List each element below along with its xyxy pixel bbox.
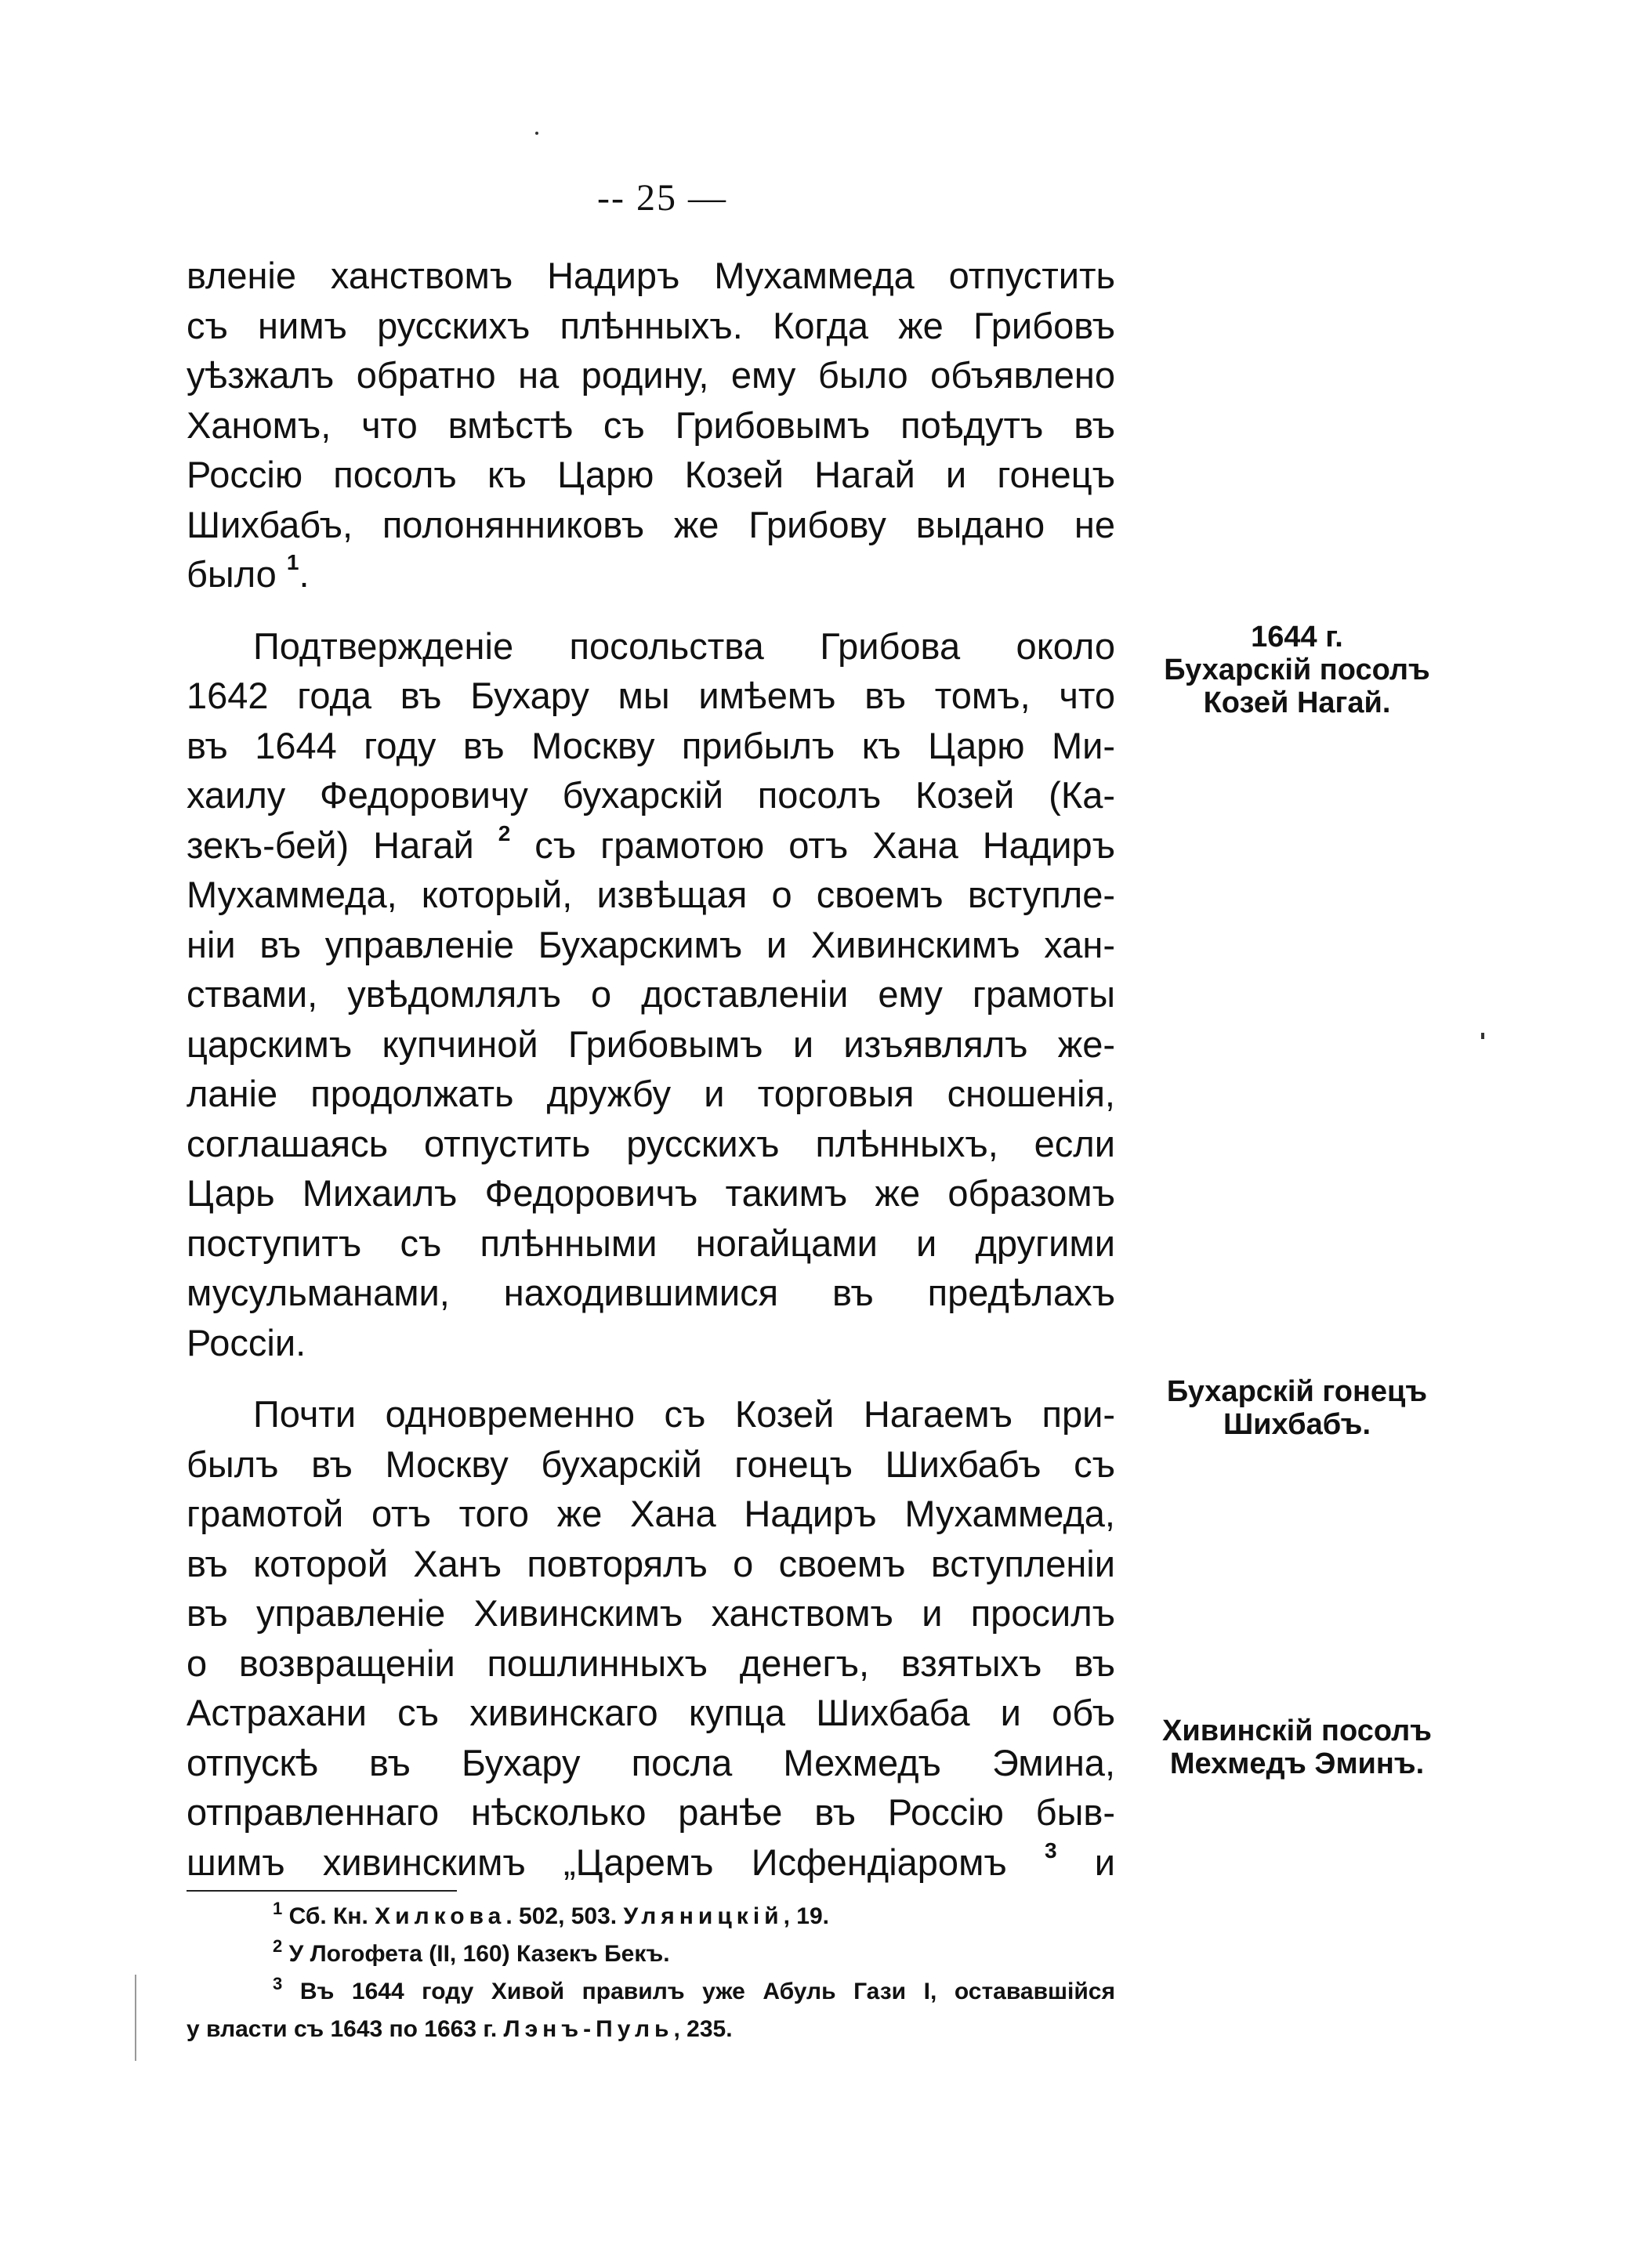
text-fragment: у власти съ 1643 по 1663 г. xyxy=(187,2016,504,2042)
author-name: Хилкова xyxy=(375,1903,506,1929)
text-line: 1642 года въ Бухару мы имѣемъ въ томъ, что xyxy=(187,675,1115,716)
text-line: въ которой Ханъ повторялъ о своемъ вступленіи xyxy=(187,1542,1115,1584)
text-fragment: , 235. xyxy=(673,2016,733,2042)
text-fragment: было xyxy=(187,553,277,595)
text-line: Ханомъ, что вмѣстѣ съ Грибовымъ поѣдутъ въ xyxy=(187,404,1115,446)
margin-note-1644-ambassador xyxy=(1132,621,1462,719)
paragraph-2 xyxy=(187,621,1115,1368)
text-line: ствами, увѣдомлялъ о доставленіи ему грамоты xyxy=(187,973,1115,1015)
margin-note-envoy xyxy=(1132,1375,1462,1441)
text-line: о возвращеніи пошлинныхъ денегъ, взятыхъ въ xyxy=(187,1642,1115,1684)
text-fragment: У Логофета (II, 160) Казекъ Бекъ. xyxy=(282,1941,670,1967)
text-line: вленіе ханствомъ Надиръ Мухаммеда отпустить xyxy=(187,255,1115,296)
margin-note-line: Шихбабъ. xyxy=(1223,1408,1371,1441)
text-line: въ 1644 году въ Москву прибылъ къ Царю Ми- xyxy=(187,724,1115,766)
text-line: поступитъ съ плѣнными ногайцами и другими xyxy=(187,1222,1115,1264)
text-line: Шихбабъ, полонянниковъ же Грибову выдано не xyxy=(187,503,1115,545)
text-line: въ управленіе Хивинскимъ ханствомъ и просилъ xyxy=(187,1592,1115,1634)
margin-note-line: Хивинскій посолъ xyxy=(1162,1714,1432,1747)
footnotes xyxy=(187,1898,1115,2048)
text-fragment: Въ 1644 году Хивой правилъ уже Абуль Гази I, остававшійся xyxy=(299,1979,1115,2004)
text-line: былъ въ Москву бухарскій гонецъ Шихбабъ съ xyxy=(187,1443,1115,1485)
text-line xyxy=(187,549,1115,599)
footnote-mark: 3 xyxy=(273,1974,283,1993)
text-line: ніи въ управленіе Бухарскимъ и Хивинскимъ хан- xyxy=(187,923,1115,965)
text-fragment: съ грамотою отъ Хана Надиръ xyxy=(510,824,1116,866)
footnote-2 xyxy=(187,1935,1115,1973)
margin-note-line: Козей Нагай. xyxy=(1203,686,1391,719)
text-line: уѣзжалъ обратно на родину, ему было объявлено xyxy=(187,354,1115,396)
text-line xyxy=(187,820,1115,871)
text-fragment: , 19. xyxy=(783,1903,829,1929)
author-name: Лэнъ-Пуль xyxy=(503,2016,674,2042)
text-line: царскимъ купчиной Грибовымъ и изъявлялъ же- xyxy=(187,1023,1115,1065)
footnote-mark: 1 xyxy=(273,1899,283,1918)
margin-note-line: Бухарскій гонецъ xyxy=(1166,1375,1428,1408)
text-line: Россію посолъ къ Царю Козей Нагай и гонецъ xyxy=(187,454,1115,495)
text-line: грамотой отъ того же Хана Надиръ Мухаммеда, xyxy=(187,1493,1115,1534)
footnote-mark: 2 xyxy=(273,1936,283,1956)
footnote-3-continued xyxy=(187,2011,1115,2048)
paragraph-1 xyxy=(187,251,1115,599)
text-line: мусульманами, находившимися въ предѣлахъ xyxy=(187,1272,1115,1313)
text-line: отпускѣ въ Бухару посла Мехмедъ Эмина, xyxy=(187,1741,1115,1783)
text-line: соглашаясь отпустить русскихъ плѣнныхъ, если xyxy=(187,1122,1115,1164)
margin-note-khiva-ambassador xyxy=(1132,1714,1462,1780)
paragraph-3 xyxy=(187,1389,1115,1887)
main-text-column xyxy=(187,251,1115,1909)
text-fragment: зекъ-бей) Нагай xyxy=(187,824,474,866)
text-fragment: шимъ хивинскимъ „Царемъ Исфендіаромъ xyxy=(187,1841,1007,1883)
footnote-3 xyxy=(187,1973,1115,2011)
author-name: Уляницкій xyxy=(623,1903,784,1929)
text-fragment: Сб. Кн. xyxy=(282,1903,375,1929)
text-line: отправленнаго нѣсколько ранѣе въ Россію быв- xyxy=(187,1791,1115,1833)
text-line: хаилу Федоровичу бухарскій посолъ Козей (Ка- xyxy=(187,774,1115,816)
margin-note-line: 1644 г. xyxy=(1251,621,1343,654)
footnote-separator xyxy=(187,1890,457,1892)
text-line: Почти одновременно съ Козей Нагаемъ при- xyxy=(253,1393,1115,1435)
margin-note-line: Бухарскій посолъ xyxy=(1164,654,1430,686)
footnote-ref-3[interactable]: 3 xyxy=(1044,1838,1057,1863)
text-fragment: . xyxy=(299,553,310,595)
text-line xyxy=(187,1838,1115,1888)
footnote-ref-2[interactable]: 2 xyxy=(498,820,511,845)
footnote-1 xyxy=(187,1898,1115,1935)
margin-note-line: Мехмедъ Эминъ. xyxy=(1169,1747,1425,1780)
scan-speck xyxy=(535,132,538,135)
text-line: съ нимъ русскихъ плѣнныхъ. Когда же Грибовъ xyxy=(187,304,1115,346)
text-line: Подтвержденіе посольства Грибова около xyxy=(253,625,1115,667)
text-line: Россіи. xyxy=(187,1321,306,1363)
text-fragment: . 502, 503. xyxy=(505,1903,624,1929)
text-line: ланіе продолжать дружбу и торговыя сношенія, xyxy=(187,1073,1115,1114)
footnote-ref-1[interactable]: 1 xyxy=(286,550,299,574)
page-number: -- 25 — xyxy=(597,177,727,219)
text-line: Астрахани съ хивинскаго купца Шихбаба и объ xyxy=(187,1692,1115,1733)
text-fragment: и xyxy=(1056,1841,1115,1883)
scan-edge-mark xyxy=(135,1975,136,2061)
text-line: Мухаммеда, который, извѣщая о своемъ вступле- xyxy=(187,874,1115,915)
scan-speck xyxy=(1481,1033,1484,1039)
text-line: Царь Михаилъ Федоровичъ такимъ же образомъ xyxy=(187,1172,1115,1214)
